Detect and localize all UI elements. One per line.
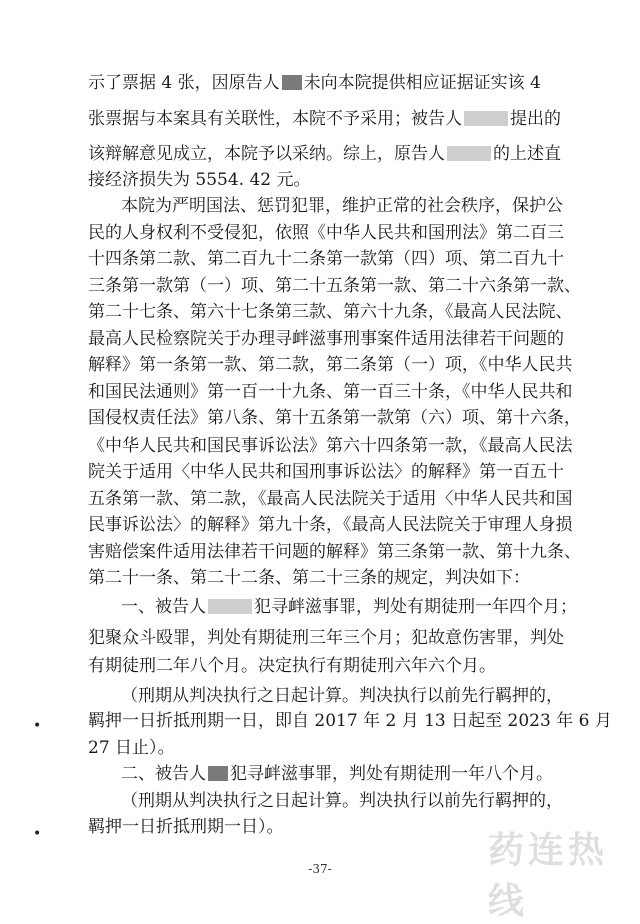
text-line: 羁押一日折抵刑期一日，即自 2017 年 2 月 13 日起至 2023 年 6 月 xyxy=(88,711,612,731)
text-line: 犯聚众斗殴罪，判处有期徒刑三年三个月；犯故意伤害罪，判处 xyxy=(88,628,564,648)
text-line: 害赔偿案件适用法律若干问题的解释》第三条第一款、第十九条、 xyxy=(88,542,581,562)
text-line: 民事诉讼法〉的解释》第九十条，《最高人民法院关于审理人身损 xyxy=(88,515,573,535)
text-line: 有期徒刑二年八个月。决定执行有期徒刑六年六个月。 xyxy=(88,656,496,676)
watermark: 药连热线 xyxy=(488,830,609,922)
text-line: 示了票据 4 张，因原告人 未向本院提供相应证据证实该 4 xyxy=(88,73,541,93)
redaction xyxy=(208,766,228,781)
text-line: 一、被告人 犯寻衅滋事罪，判处有期徒刑一年四个月； xyxy=(121,597,577,617)
text-line: 27 日止）。 xyxy=(88,738,175,758)
text-line: 该辩解意见成立，本院予以采纳。综上，原告人 的上述直 xyxy=(88,144,561,164)
margin-mark: • xyxy=(33,826,42,842)
text-line: 三条第一款第（一）项、第二十五条第一款、第二十六条第一款、 xyxy=(88,276,581,296)
text-line: 和国民法通则》第一百一十九条、第一百三十条，《中华人民共和 xyxy=(88,382,573,402)
text-line: 民的人身权利不受侵犯，依照《中华人民共和国刑法》第二百三 xyxy=(88,223,564,243)
text-line: 二、被告人 犯寻衅滋事罪，判处有期徒刑一年八个月。 xyxy=(121,764,553,784)
text-line: 《中华人民共和国民事诉讼法》第六十四条第一款，《最高人民法 xyxy=(88,436,573,456)
text-line: 国侵权责任法》第八条、第十五条第一款第（六）项、第十六条， xyxy=(88,408,581,428)
text-line: 最高人民检察院关于办理寻衅滋事刑事案件适用法律若干问题的 xyxy=(88,329,564,349)
page-number: -37- xyxy=(308,862,332,876)
text-line: 院关于适用〈中华人民共和国刑事诉讼法〉的解释》第一百五十 xyxy=(88,462,564,482)
text-line: 十四条第二款、第二百九十二条第一款第（四）项、第二百九十 xyxy=(88,249,564,269)
text-line: （刑期从判决执行之日起计算。判决执行以前先行羁押的， xyxy=(121,791,563,811)
redaction xyxy=(464,111,508,126)
text-line: 接经济损失为 5554. 42 元。 xyxy=(88,170,311,190)
text-line: 第二十一条、第二十二条、第二十三条的规定，判决如下： xyxy=(88,568,530,588)
text-line: 五条第一款、第二款，《最高人民法院关于适用〈中华人民共和国 xyxy=(88,489,573,509)
redaction xyxy=(282,75,302,90)
text-line: （刑期从判决执行之日起计算。判决执行以前先行羁押的， xyxy=(121,686,563,706)
text-line: 第二十七条、第六十七条第三款、第六十九条，《最高人民法院、 xyxy=(88,302,573,322)
margin-mark: • xyxy=(33,718,42,734)
text-line: 羁押一日折抵刑期一日）。 xyxy=(88,817,284,837)
redaction xyxy=(447,146,491,161)
text-line: 本院为严明国法、惩罚犯罪，维护正常的社会秩序，保护公 xyxy=(121,196,563,216)
text-line: 解释》第一条第一款、第二款，第二条第（一）项，《中华人民共 xyxy=(88,355,573,375)
redaction xyxy=(208,599,252,614)
text-line: 张票据与本案具有关联性，本院不予采用；被告人 提出的 xyxy=(88,109,561,129)
